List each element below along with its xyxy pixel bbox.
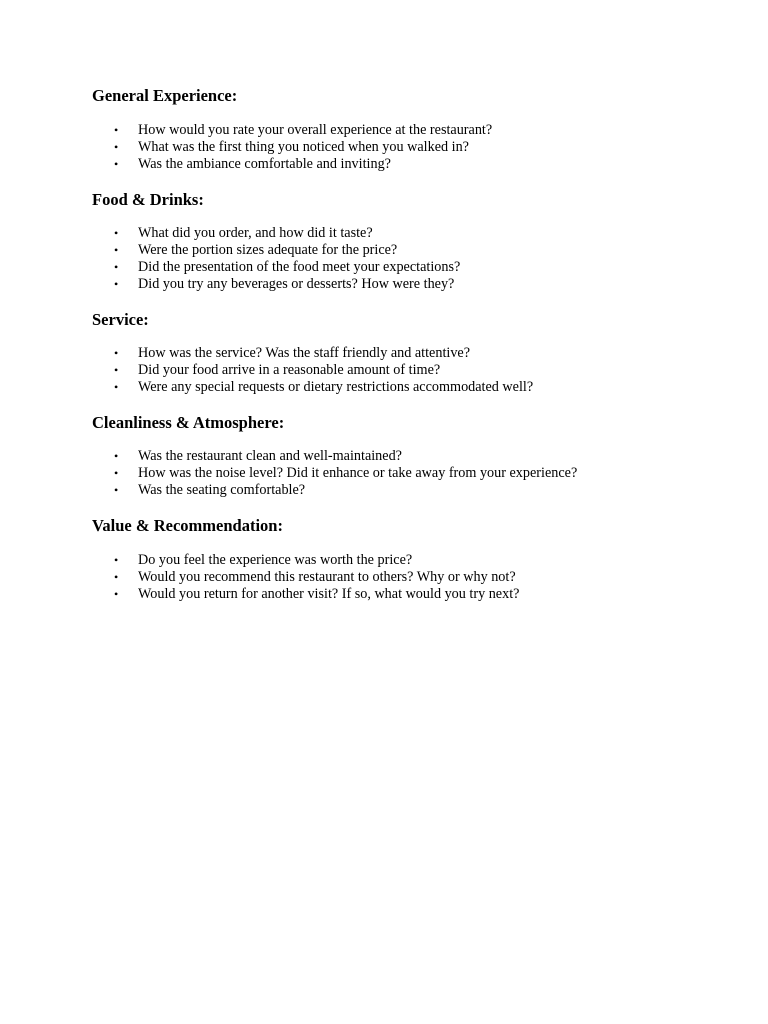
section-heading-service: Service: xyxy=(92,310,149,329)
list-item xyxy=(0,362,768,379)
question-list-food-drinks xyxy=(0,225,768,293)
bullet-icon: • xyxy=(114,587,119,601)
list-item xyxy=(0,259,768,276)
section-heading-general-experience: General Experience: xyxy=(92,86,238,105)
question-text: What did you order, and how did it taste? xyxy=(138,225,373,241)
question-text: Did you try any beverages or desserts? How were they? xyxy=(138,276,455,292)
bullet-icon: • xyxy=(114,380,119,394)
bullet-icon: • xyxy=(114,570,119,584)
bullet-icon: • xyxy=(114,140,119,154)
question-list-general-experience xyxy=(0,122,768,173)
question-list-cleanliness-atmosphere xyxy=(0,448,768,499)
question-text: Were the portion sizes adequate for the price? xyxy=(138,242,398,258)
bullet-icon: • xyxy=(114,226,119,240)
section-heading-cleanliness-atmosphere: Cleanliness & Atmosphere: xyxy=(92,413,285,432)
bullet-icon: • xyxy=(114,260,119,274)
section-heading-value-recommendation: Value & Recommendation: xyxy=(92,516,283,535)
list-item xyxy=(0,482,768,499)
bullet-icon: • xyxy=(114,449,119,463)
bullet-icon: • xyxy=(114,466,119,480)
list-item xyxy=(0,569,768,586)
question-text: Do you feel the experience was worth the price? xyxy=(138,552,413,568)
question-text: Was the ambiance comfortable and inviting? xyxy=(138,156,391,172)
list-item xyxy=(0,379,768,396)
bullet-icon: • xyxy=(114,553,119,567)
list-item xyxy=(0,586,768,603)
question-text: Did the presentation of the food meet your expectations? xyxy=(138,259,461,275)
list-item xyxy=(0,225,768,242)
list-item xyxy=(0,552,768,569)
question-text: Was the restaurant clean and well-maintained? xyxy=(138,448,402,464)
bullet-icon: • xyxy=(114,483,119,497)
question-list-service xyxy=(0,345,768,396)
question-list-value-recommendation xyxy=(0,552,768,603)
bullet-icon: • xyxy=(114,277,119,291)
question-text: How would you rate your overall experience at the restaurant? xyxy=(138,122,493,138)
bullet-icon: • xyxy=(114,363,119,377)
bullet-icon: • xyxy=(114,123,119,137)
bullet-icon: • xyxy=(114,346,119,360)
list-item xyxy=(0,156,768,173)
list-item xyxy=(0,448,768,465)
question-text: Did your food arrive in a reasonable amount of time? xyxy=(138,362,441,378)
question-text: What was the first thing you noticed when you walked in? xyxy=(138,139,469,155)
question-text: How was the service? Was the staff friendly and attentive? xyxy=(138,345,471,361)
list-item xyxy=(0,276,768,293)
list-item xyxy=(0,242,768,259)
question-text: Were any special requests or dietary restrictions accommodated well? xyxy=(138,379,534,395)
bullet-icon: • xyxy=(114,157,119,171)
list-item xyxy=(0,465,768,482)
list-item xyxy=(0,139,768,156)
question-text: How was the noise level? Did it enhance or take away from your experience? xyxy=(138,465,578,481)
list-item xyxy=(0,122,768,139)
list-item xyxy=(0,345,768,362)
question-text: Would you recommend this restaurant to others? Why or why not? xyxy=(138,569,516,585)
question-text: Was the seating comfortable? xyxy=(138,482,306,498)
section-heading-food-drinks: Food & Drinks: xyxy=(92,190,204,209)
question-text: Would you return for another visit? If so, what would you try next? xyxy=(138,586,520,602)
bullet-icon: • xyxy=(114,243,119,257)
